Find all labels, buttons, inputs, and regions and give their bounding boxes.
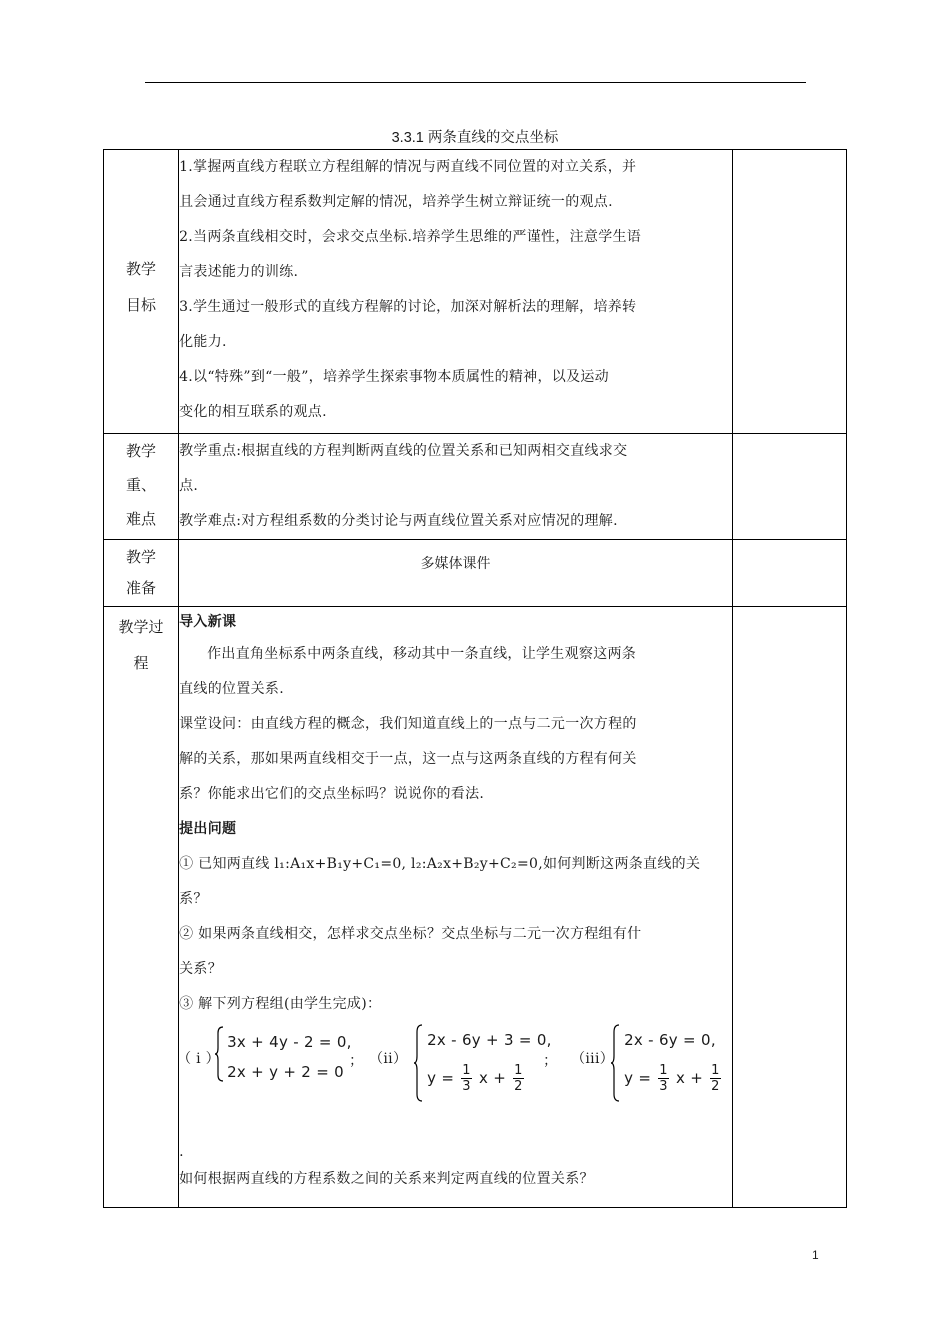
x-plus: x + bbox=[478, 1069, 507, 1087]
page-number: 1 bbox=[812, 1248, 819, 1262]
problem-line: ① 已知两直线 l₁:A₁x+B₁y+C₁=0, l₂:A₂x+B₂y+C₂=0,如何判断这两条直线的关 bbox=[179, 856, 701, 872]
goal-line: 4.以“特殊”到“一般”，培养学生探索事物本质属性的精神，以及运动 bbox=[179, 369, 609, 385]
trailing-dot: . bbox=[179, 1144, 184, 1160]
intro-line: 作出直角坐标系中两条直线，移动其中一条直线，让学生观察这两条 bbox=[207, 646, 637, 662]
keypoints-content bbox=[179, 434, 733, 540]
frac-den: 2 bbox=[514, 1079, 523, 1094]
goal-line: 且会通过直线方程系数判定解的情况，培养学生树立辩证统一的观点. bbox=[179, 194, 613, 210]
keypoints-notes bbox=[732, 434, 846, 540]
system-ii-eq2 bbox=[427, 1061, 526, 1096]
system-i-eq1: 3x + 4y - 2 = 0, bbox=[227, 1033, 352, 1051]
process-label-line2: 程 bbox=[133, 654, 149, 672]
goals-label-line2: 目标 bbox=[126, 296, 157, 314]
goals-content bbox=[179, 150, 733, 434]
keypoint-line: 教学难点:对方程组系数的分类讨论与两直线位置关系对应情况的理解. bbox=[179, 513, 618, 529]
keypoints-label-line2: 重、 bbox=[126, 476, 157, 494]
problem-line: 系？ bbox=[179, 891, 208, 907]
fraction-one-third bbox=[461, 1063, 472, 1094]
header-rule bbox=[145, 82, 806, 83]
fraction-one-half bbox=[513, 1063, 524, 1094]
lesson-plan-table bbox=[103, 149, 847, 1208]
keypoints-row bbox=[104, 434, 847, 540]
preparation-content bbox=[179, 540, 733, 607]
process-label bbox=[104, 607, 179, 1208]
keypoints-label bbox=[104, 434, 179, 540]
system-ii-eq1: 2x - 6y + 3 = 0, bbox=[427, 1031, 552, 1049]
goals-label-line1: 教学 bbox=[126, 260, 157, 278]
goal-line: 言表述能力的训练. bbox=[179, 264, 299, 280]
system-ii-label: （ii） bbox=[369, 1051, 408, 1067]
frac-den: 3 bbox=[659, 1079, 668, 1094]
fraction-one-half bbox=[710, 1063, 721, 1094]
problem-line: ③ 解下列方程组(由学生完成)： bbox=[179, 996, 382, 1012]
final-question: 如何根据两直线的方程系数之间的关系来判定两直线的位置关系？ bbox=[179, 1171, 594, 1187]
keypoints-label-line3: 难点 bbox=[126, 510, 157, 528]
y-equals: y = bbox=[427, 1069, 455, 1087]
preparation-text: 多媒体课件 bbox=[420, 556, 491, 572]
problem-line: ② 如果两条直线相交，怎样求交点坐标？交点坐标与二元一次方程组有什 bbox=[179, 926, 642, 942]
separator-1: ； bbox=[349, 1053, 364, 1069]
question-line: 系？你能求出它们的交点坐标吗？说说你的看法. bbox=[179, 786, 485, 802]
frac-num: 1 bbox=[462, 1063, 471, 1078]
keypoints-label-line1: 教学 bbox=[126, 442, 157, 460]
problem-line: 关系？ bbox=[179, 961, 222, 977]
goal-line: 变化的相互联系的观点. bbox=[179, 404, 327, 420]
left-brace-icon bbox=[215, 1026, 225, 1082]
goal-line: 2.当两条直线相交时，会求交点坐标.培养学生思维的严谨性，注意学生语 bbox=[179, 229, 642, 245]
keypoint-line: 教学重点:根据直线的方程判断两直线的位置关系和已知两相交直线求交 bbox=[179, 443, 628, 459]
document-title: 3.3.1 两条直线的交点坐标 bbox=[391, 130, 559, 146]
fraction-one-third bbox=[658, 1063, 669, 1094]
keypoint-line: 点. bbox=[179, 478, 199, 494]
section-heading-intro: 导入新课 bbox=[179, 614, 237, 630]
intro-line: 直线的位置关系. bbox=[179, 681, 284, 697]
goal-line: 1.掌握两直线方程联立方程组解的情况与两直线不同位置的对立关系，并 bbox=[179, 159, 637, 175]
system-iii-label: （iii） bbox=[571, 1051, 615, 1067]
goals-row bbox=[104, 150, 847, 434]
preparation-label-line2: 准备 bbox=[126, 579, 157, 597]
section-heading-questions: 提出问题 bbox=[179, 821, 237, 837]
system-i-label: （ i ） bbox=[177, 1051, 220, 1067]
frac-num: 1 bbox=[514, 1063, 523, 1078]
process-notes bbox=[732, 607, 846, 1208]
preparation-label-line1: 教学 bbox=[126, 548, 157, 566]
goals-notes bbox=[732, 150, 846, 434]
preparation-label bbox=[104, 540, 179, 607]
frac-num: 1 bbox=[711, 1063, 720, 1078]
system-i-eq2: 2x + y + 2 = 0 bbox=[227, 1063, 344, 1081]
separator-2: ； bbox=[543, 1053, 558, 1069]
system-iii-eq2 bbox=[624, 1061, 723, 1096]
y-equals: y = bbox=[624, 1069, 652, 1087]
system-iii-eq1: 2x - 6y = 0, bbox=[624, 1031, 716, 1049]
question-line: 课堂设问：由直线方程的概念，我们知道直线上的一点与二元一次方程的 bbox=[179, 716, 637, 732]
left-brace-icon bbox=[414, 1024, 424, 1102]
frac-den: 2 bbox=[711, 1079, 720, 1094]
process-content bbox=[179, 607, 733, 1208]
frac-num: 1 bbox=[659, 1063, 668, 1078]
process-label-line1: 教学过 bbox=[118, 618, 164, 636]
goals-label bbox=[104, 150, 179, 434]
frac-den: 3 bbox=[462, 1079, 471, 1094]
preparation-row bbox=[104, 540, 847, 607]
question-line: 解的关系，那如果两直线相交于一点，这一点与这两条直线的方程有何关 bbox=[179, 751, 637, 767]
left-brace-icon bbox=[611, 1024, 621, 1102]
preparation-notes bbox=[732, 540, 846, 607]
goal-line: 化能力. bbox=[179, 334, 227, 350]
x-plus: x + bbox=[675, 1069, 704, 1087]
equation-systems bbox=[179, 1022, 732, 1142]
goal-line: 3.学生通过一般形式的直线方程解的讨论，加深对解析法的理解，培养转 bbox=[179, 299, 637, 315]
process-row bbox=[104, 607, 847, 1208]
